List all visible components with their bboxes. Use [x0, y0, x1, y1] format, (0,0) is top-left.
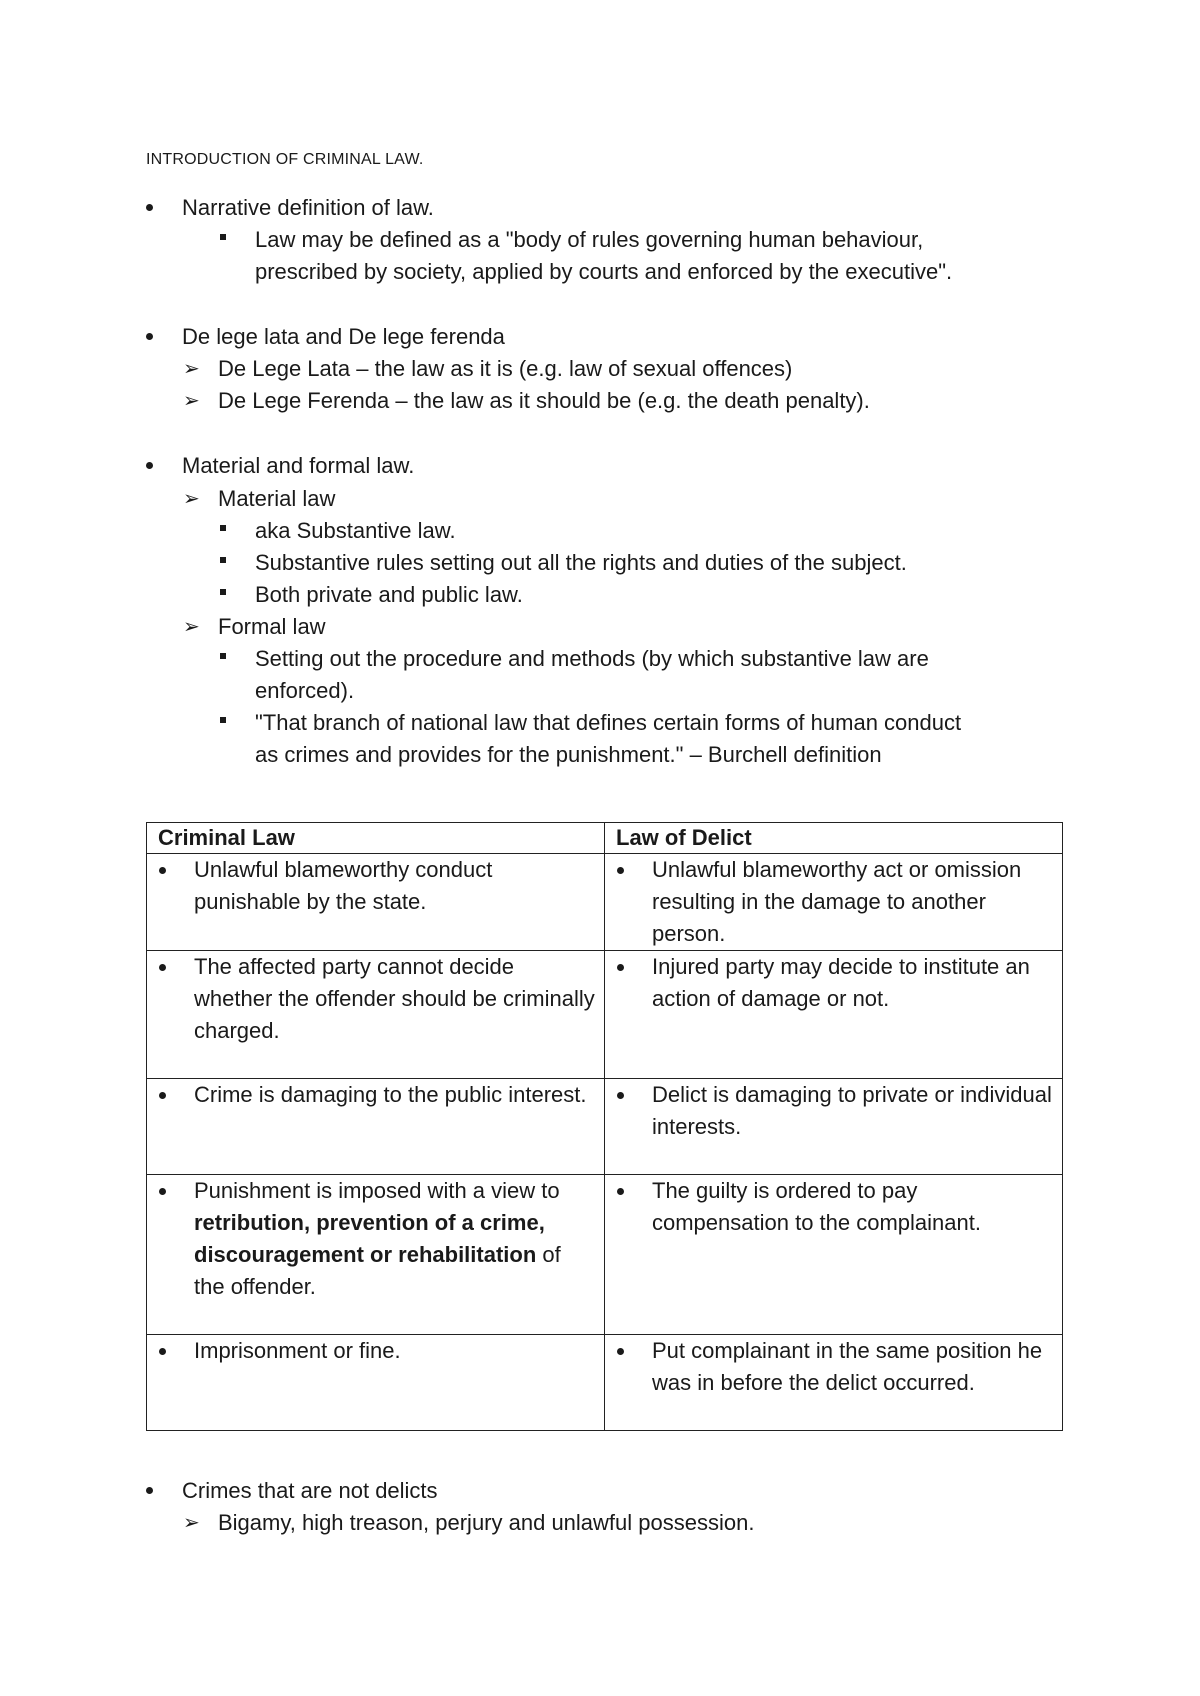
list-item-narrative: Narrative definition of law. — [182, 195, 434, 220]
cell-text: Unlawful blameworthy conduct punishable by the state. — [194, 857, 493, 914]
page-title: INTRODUCTION OF CRIMINAL LAW. — [146, 151, 424, 168]
cell-text: Punishment is imposed with a view to — [194, 1178, 560, 1203]
comparison-table — [146, 822, 1063, 1431]
table-row — [147, 951, 1063, 1079]
bullet-square — [220, 234, 226, 240]
formal-point-1a: Setting out the procedure and methods (by which substantive law are — [255, 646, 929, 671]
bullet-square — [220, 525, 226, 531]
narrative-definition-line1: Law may be defined as a "body of rules governing human behaviour, — [255, 227, 924, 252]
table-cell — [605, 951, 1063, 1079]
formal-point-2b: as crimes and provides for the punishment." – Burchell definition — [255, 742, 882, 767]
cell-text: Crime is damaging to the public interest. — [194, 1082, 587, 1107]
table-cell — [605, 854, 1063, 951]
material-point: Substantive rules setting out all the rights and duties of the subject. — [255, 550, 907, 575]
table-cell — [147, 854, 605, 951]
bullet-dot — [617, 1348, 624, 1355]
column-header-law-of-delict: Law of Delict — [605, 823, 1063, 854]
material-point: aka Substantive law. — [255, 518, 456, 543]
formal-point-2a: "That branch of national law that defines certain forms of human conduct — [255, 710, 962, 735]
table-row — [147, 1079, 1063, 1175]
de-lege-ferenda: De Lege Ferenda – the law as it should be (e.g. the death penalty). — [218, 388, 870, 413]
cell-text: Unlawful blameworthy act or omission resulting in the damage to another person. — [652, 857, 1022, 946]
arrow-bullet-icon: ➢ — [183, 488, 200, 510]
table-header-row — [147, 823, 1063, 854]
bullet-dot — [617, 964, 624, 971]
table-cell — [605, 1335, 1063, 1431]
cell-text: Put complainant in the same position he was in before the delict occurred. — [652, 1338, 1043, 1395]
table-cell — [147, 1175, 605, 1335]
bullet-dot — [146, 1487, 153, 1494]
material-law-label: Material law — [218, 486, 336, 511]
bullet-dot — [617, 867, 624, 874]
bullet-dot — [146, 204, 153, 211]
cell-text: The guilty is ordered to pay compensation to the complainant. — [652, 1178, 981, 1235]
bullet-dot — [159, 867, 166, 874]
formal-law-label: Formal law — [218, 614, 326, 639]
bullet-dot — [146, 462, 153, 469]
bullet-square — [220, 589, 226, 595]
table-row — [147, 854, 1063, 951]
bullet-dot — [146, 333, 153, 340]
material-point: Both private and public law. — [255, 582, 523, 607]
crimes-not-delicts-examples: Bigamy, high treason, perjury and unlawful possession. — [218, 1510, 755, 1535]
column-header-criminal-law: Criminal Law — [147, 823, 605, 854]
narrative-definition-line2: prescribed by society, applied by courts and enforced by the executive". — [255, 259, 953, 284]
bullet-dot — [159, 964, 166, 971]
formal-point-1b: enforced). — [255, 678, 355, 703]
cell-text: Imprisonment or fine. — [194, 1338, 401, 1363]
table-cell — [147, 1079, 605, 1175]
bullet-dot — [617, 1092, 624, 1099]
cell-text: Delict is damaging to private or individual interests. — [652, 1082, 1052, 1139]
table-cell — [147, 951, 605, 1079]
bullet-dot — [159, 1092, 166, 1099]
bullet-square — [220, 717, 226, 723]
arrow-bullet-icon: ➢ — [183, 358, 200, 380]
arrow-bullet-icon: ➢ — [183, 390, 200, 412]
cell-text: The affected party cannot decide whether the offender should be criminally charged. — [194, 954, 595, 1043]
cell-text: of the offender. — [194, 1242, 561, 1299]
table-row — [147, 1175, 1063, 1335]
bullet-square — [220, 653, 226, 659]
list-item-material-formal: Material and formal law. — [182, 453, 415, 478]
bullet-dot — [159, 1188, 166, 1195]
table-row — [147, 1335, 1063, 1431]
arrow-bullet-icon: ➢ — [183, 616, 200, 638]
arrow-bullet-icon: ➢ — [183, 1512, 200, 1534]
bullet-dot — [159, 1348, 166, 1355]
table-cell — [147, 1335, 605, 1431]
cell-text: Injured party may decide to institute an action of damage or not. — [652, 954, 1030, 1011]
bullet-square — [220, 557, 226, 563]
cell-text-bold: retribution, prevention of a crime, discouragement or rehabilitation — [194, 1210, 545, 1267]
list-item-crimes-not-delicts: Crimes that are not delicts — [182, 1478, 438, 1503]
table-cell — [605, 1079, 1063, 1175]
bullet-dot — [617, 1188, 624, 1195]
list-item-de-lege: De lege lata and De lege ferenda — [182, 324, 505, 349]
table-cell — [605, 1175, 1063, 1335]
de-lege-lata: De Lege Lata – the law as it is (e.g. law of sexual offences) — [218, 356, 793, 381]
